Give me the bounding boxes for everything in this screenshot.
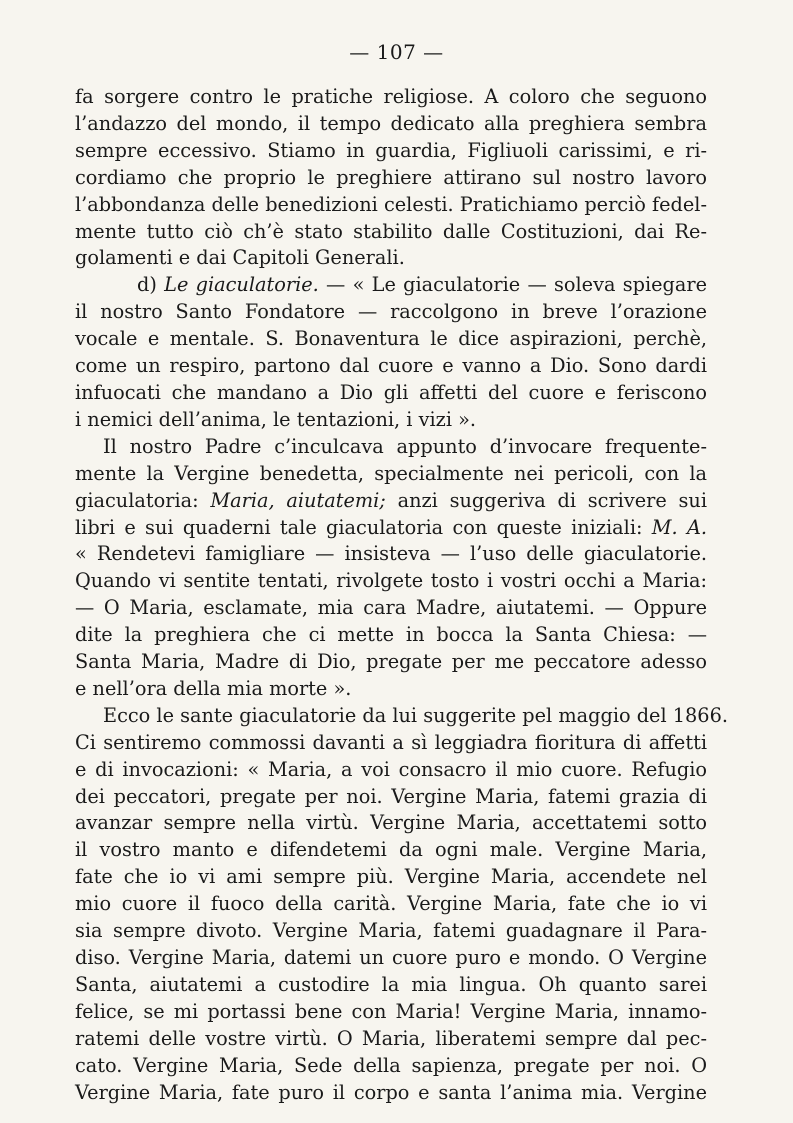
text-segment: giaculatoria:: [75, 488, 211, 512]
page-number: — 107 —: [349, 40, 444, 64]
text-line: Ci sentiremo commossi davanti a sì leggiadra fioritura di affetti: [75, 730, 707, 754]
text-line: [75, 488, 707, 515]
paragraph: [75, 272, 707, 433]
paragraph: [75, 703, 728, 1107]
text-segment: anzi suggeriva di scrivere sui: [397, 488, 708, 512]
paragraph: [75, 84, 707, 272]
text-line: e di invocazioni: « Maria, a voi consacro il mio cuore. Refugio: [75, 757, 707, 781]
text-line: Santa, aiutatemi a custodire la mia lingua. Oh quanto sarei: [75, 972, 707, 996]
text-line: e nell’ora della mia morte ».: [75, 676, 352, 700]
text-line: fate che io vi ami sempre più. Vergine Maria, accendete nel: [75, 865, 707, 889]
section-heading: Le giaculatorie.: [164, 273, 319, 297]
text-line: [75, 515, 707, 542]
text-line: vocale e mentale. S. Bonaventura le dice aspirazioni, perchè,: [75, 327, 707, 351]
text-segment: — « Le giaculatorie — soleva spiegare: [318, 273, 708, 297]
text-line: Quando vi sentite tentati, rivolgete tosto i vostri occhi a Maria:: [75, 569, 707, 593]
italic-initials: M. A.: [651, 515, 707, 539]
text-line: Ecco le sante giaculatorie da lui suggerite pel maggio del 1866.: [103, 703, 728, 727]
text-line: golamenti e dai Capitoli Generali.: [75, 246, 405, 270]
text-line: Il nostro Padre c’inculcava appunto d’invocare frequente-: [103, 434, 707, 458]
text-line: avanzar sempre nella virtù. Vergine Maria, accettatemi sotto: [75, 811, 707, 835]
text-line: cato. Vergine Maria, Sede della sapienza, pregate per noi. O: [75, 1053, 707, 1077]
text-line: « Rendetevi famigliare — insisteva — l’uso delle giaculatorie.: [75, 542, 707, 566]
text-line: ratemi delle vostre virtù. O Maria, liberatemi sempre dal pec-: [75, 1026, 707, 1050]
text-line: Santa Maria, Madre di Dio, pregate per me peccatore adesso: [75, 650, 707, 674]
text-line: il vostro manto e difendetemi da ogni male. Vergine Maria,: [75, 838, 707, 862]
text-line: infuocati che mandano a Dio gli affetti del cuore e feriscono: [75, 380, 707, 404]
section-marker: d): [137, 273, 165, 297]
text-line: Vergine Maria, fate puro il corpo e santa l’anima mia. Vergine: [75, 1080, 707, 1104]
text-line: mente tutto ciò ch’è stato stabilito dalle Costituzioni, dai Re-: [75, 219, 707, 243]
text-line: [75, 272, 707, 299]
text-line: l’abbondanza delle benedizioni celesti. Pratichiamo perciò fedel-: [75, 192, 707, 216]
text-line: mio cuore il fuoco della carità. Vergine Maria, fate che io vi: [75, 892, 707, 916]
text-line: il nostro Santo Fondatore — raccolgono in breve l’orazione: [75, 300, 707, 324]
text-line: fa sorgere contro le pratiche religiose. A coloro che seguono: [75, 85, 707, 108]
text-line: mente la Vergine benedetta, specialmente nei pericoli, con la: [75, 461, 707, 485]
text-line: cordiamo che proprio le preghiere attirano sul nostro lavoro: [75, 165, 707, 189]
paragraph: [75, 434, 707, 703]
text-line: sempre eccessivo. Stiamo in guardia, Figliuoli carissimi, e ri-: [75, 138, 707, 162]
text-line: i nemici dell’anima, le tentazioni, i vizi ».: [75, 407, 477, 431]
text-line: sia sempre divoto. Vergine Maria, fatemi guadagnare il Para-: [75, 919, 707, 943]
text-line: diso. Vergine Maria, datemi un cuore puro e mondo. O Vergine: [75, 946, 707, 969]
text-line: felice, se mi portassi bene con Maria! Vergine Maria, innamo-: [75, 999, 707, 1023]
text-line: dite la preghiera che ci mette in bocca la Santa Chiesa: —: [75, 623, 707, 647]
italic-phrase: Maria, aiutatemi;: [210, 488, 386, 512]
text-line: — O Maria, esclamate, mia cara Madre, aiutatemi. — Oppure: [75, 596, 707, 620]
body-text: [75, 84, 728, 1106]
text-line: come un respiro, partono dal cuore e vanno a Dio. Sono dardi: [75, 354, 707, 378]
text-segment: libri e sui quaderni tale giaculatoria con queste iniziali:: [75, 515, 652, 539]
text-line: dei peccatori, pregate per noi. Vergine Maria, fatemi grazia di: [75, 784, 707, 808]
text-line: l’andazzo del mondo, il tempo dedicato alla preghiera sembra: [75, 111, 707, 135]
